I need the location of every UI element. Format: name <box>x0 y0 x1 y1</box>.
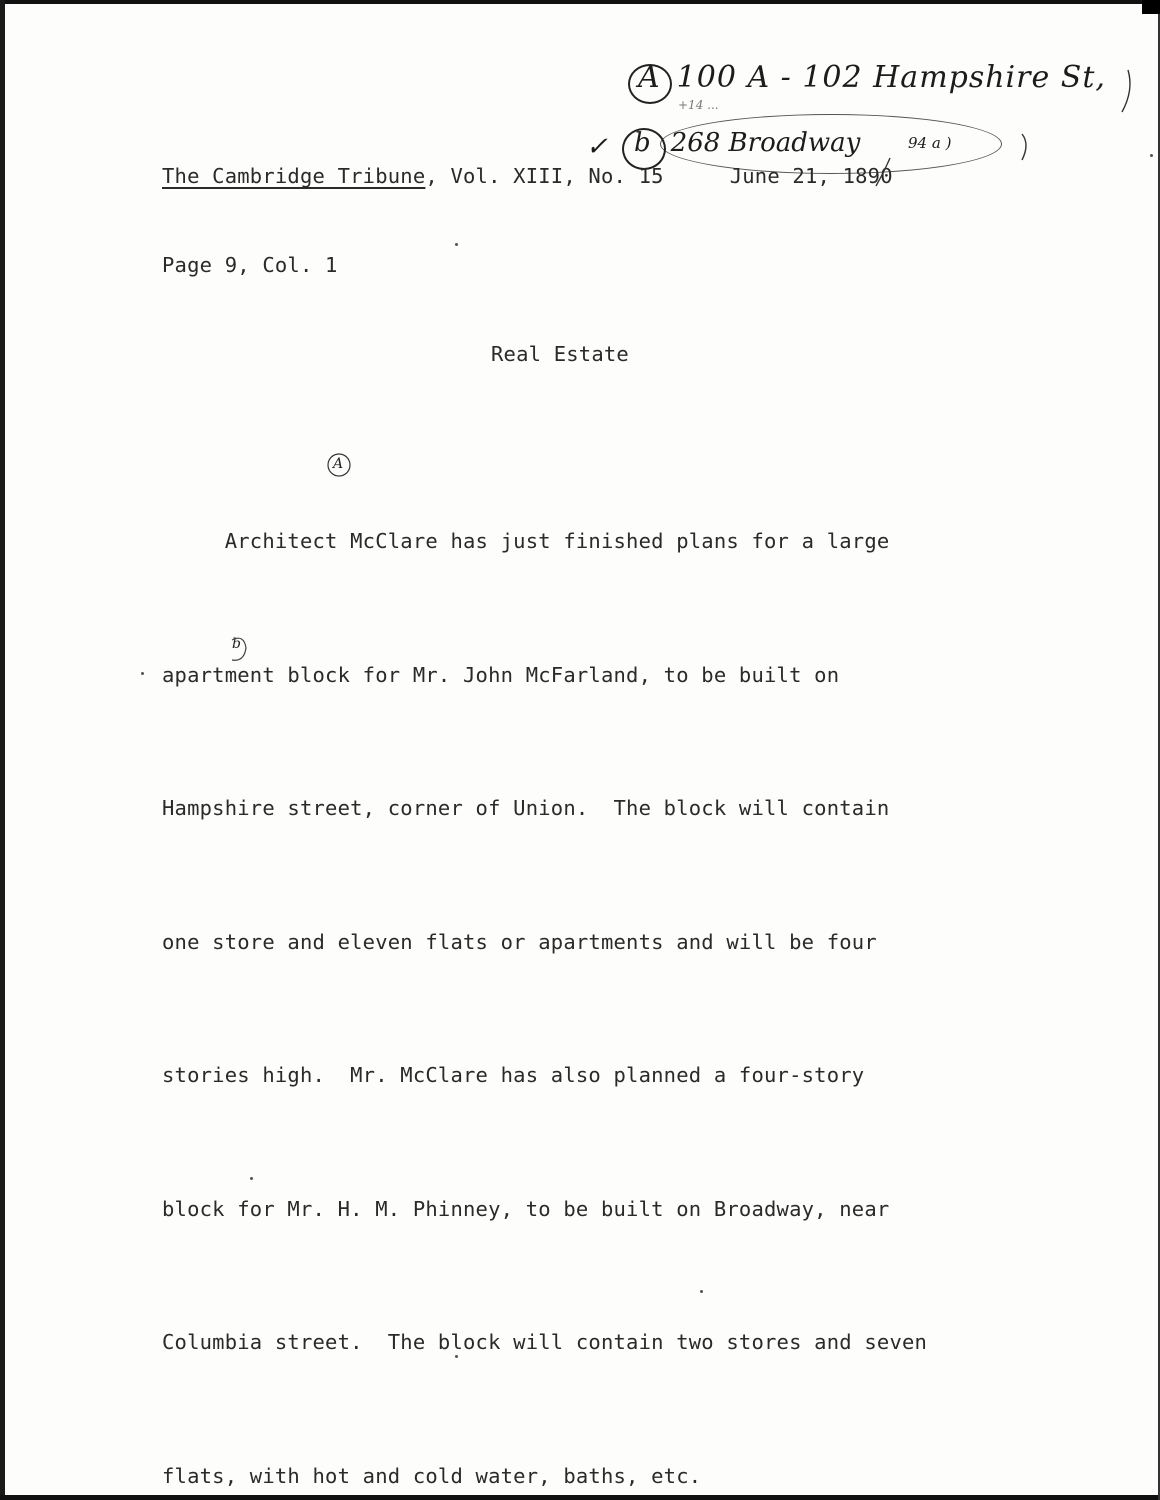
note-b-close-paren <box>1022 134 1026 160</box>
scan-speck <box>141 672 144 675</box>
scan-speck <box>455 243 458 246</box>
publication-name: The Cambridge Tribune <box>162 164 426 188</box>
scan-speck <box>455 1355 458 1358</box>
body-line: apartment block for Mr. John McFarland, to be built on <box>162 662 840 687</box>
issue-date: June 21, 1890 <box>729 164 893 188</box>
date-correction-stroke <box>876 158 890 186</box>
inline-marker-a: A <box>333 456 344 472</box>
body-line: Hampshire street, corner of Union. The block will contain <box>162 796 890 820</box>
body-line: one store and eleven flats or apartments and will be four <box>162 929 877 954</box>
issue-info: , Vol. XIII, No. 15 <box>425 164 664 188</box>
inline-marker-b-bracket <box>232 638 246 660</box>
note-b-label: b <box>634 128 651 158</box>
body-line: Architect McClare has just finished plans for a large <box>162 529 890 553</box>
scan-speck <box>1150 154 1153 157</box>
body-line: stories high. Mr. McClare has also planned a four-story <box>162 1063 865 1087</box>
check-mark-icon: ✓ <box>586 132 608 162</box>
note-a-text: 100 A - 102 Hampshire St, <box>676 60 1106 95</box>
note-a-label: A <box>638 60 661 95</box>
note-b-text: 268 Broadway <box>670 128 861 158</box>
notes-bracket-stroke <box>1122 70 1130 112</box>
body-line: block for Mr. H. M. Phinney, to be built on Broadway, near <box>162 1196 890 1221</box>
inline-marker-a-circle <box>328 454 350 476</box>
handwritten-note-a-sub: +14 ... <box>678 98 719 112</box>
scan-speck <box>250 1177 253 1180</box>
scan-speck <box>700 1290 703 1293</box>
body-line: Columbia street. The block will contain two stores and seven <box>162 1330 928 1354</box>
body-line: flats, with hot and cold water, baths, etc. <box>162 1463 702 1488</box>
inline-marker-b: b <box>232 636 241 652</box>
article-title: Real Estate <box>491 342 629 366</box>
handwritten-note-b-extra: 94 a ) <box>908 134 952 152</box>
page-reference: Page 9, Col. 1 <box>162 253 338 277</box>
